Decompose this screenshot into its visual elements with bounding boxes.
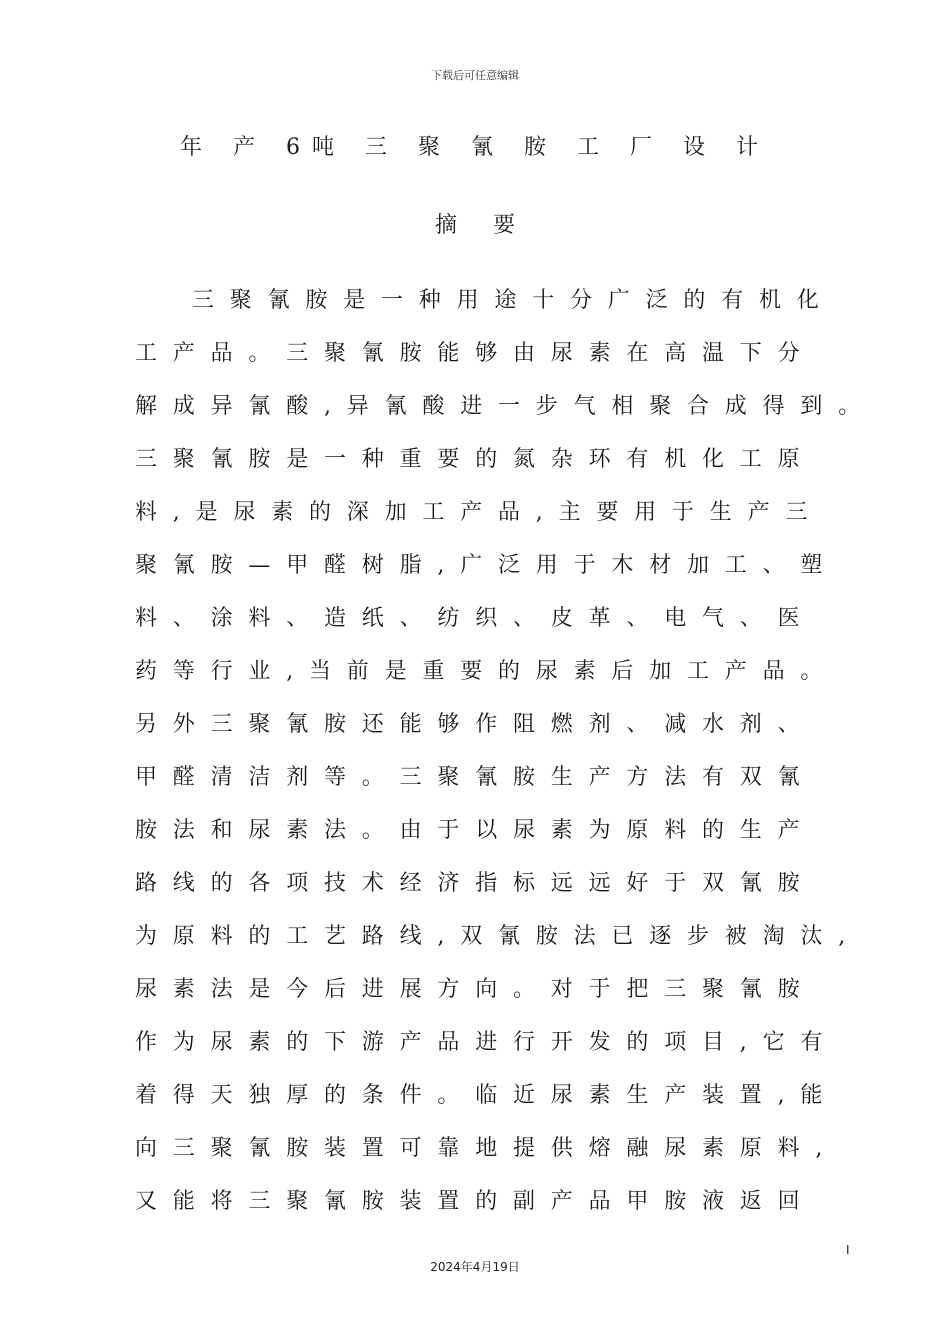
body-line: 药等行业,当前是重要的尿素后加工产品。 [135,659,839,684]
body-line: 解成异氰酸,异氰酸进一步气相聚合成得到。 [135,394,876,419]
body-line: 为原料的工艺路线,双氰胺法已逐步被淘汰, [135,924,861,949]
body-line: 料,是尿素的深加工产品,主要用于生产三 [135,500,824,525]
document-title: 年 产 6吨 三 聚 氰 胺 工 厂 设 计 [180,135,770,160]
body-line: 三聚氰胺是一种重要的氮杂环有机化工原 [135,447,816,472]
body-line: 三聚氰胺是一种用途十分广泛的有机化 [192,288,835,313]
body-line: 尿素法是今后进展方向。对于把三聚氰胺 [135,977,816,1002]
footer-date: 2024年4月19日 [430,1260,520,1274]
body-line: 另外三聚氰胺还能够作阻燃剂、减水剂、 [135,712,816,737]
body-line: 聚氰胺—甲醛树脂,广泛用于木材加工、塑 [135,553,839,578]
body-line: 胺法和尿素法。由于以尿素为原料的生产 [135,818,816,843]
abstract-body [135,274,876,1228]
body-line: 向三聚氰胺装置可靠地提供熔融尿素原料, [135,1136,839,1161]
body-line: 又能将三聚氰胺装置的副产品甲胺液返回 [135,1189,816,1214]
body-line: 路线的各项技术经济指标远远好于双氰胺 [135,871,816,896]
body-line: 料、涂料、造纸、纺织、皮革、电气、医 [135,606,816,631]
body-line: 甲醛清洁剂等。三聚氰胺生产方法有双氰 [135,765,816,790]
page-header: 下载后可任意编辑 [431,69,519,82]
body-line: 作为尿素的下游产品进行开发的项目,它有 [135,1030,839,1055]
body-line: 工产品。三聚氰胺能够由尿素在高温下分 [135,341,816,366]
page-number: I [846,1243,850,1257]
body-line: 着得天独厚的条件。临近尿素生产装置,能 [135,1083,839,1108]
abstract-heading: 摘要 [434,213,551,238]
